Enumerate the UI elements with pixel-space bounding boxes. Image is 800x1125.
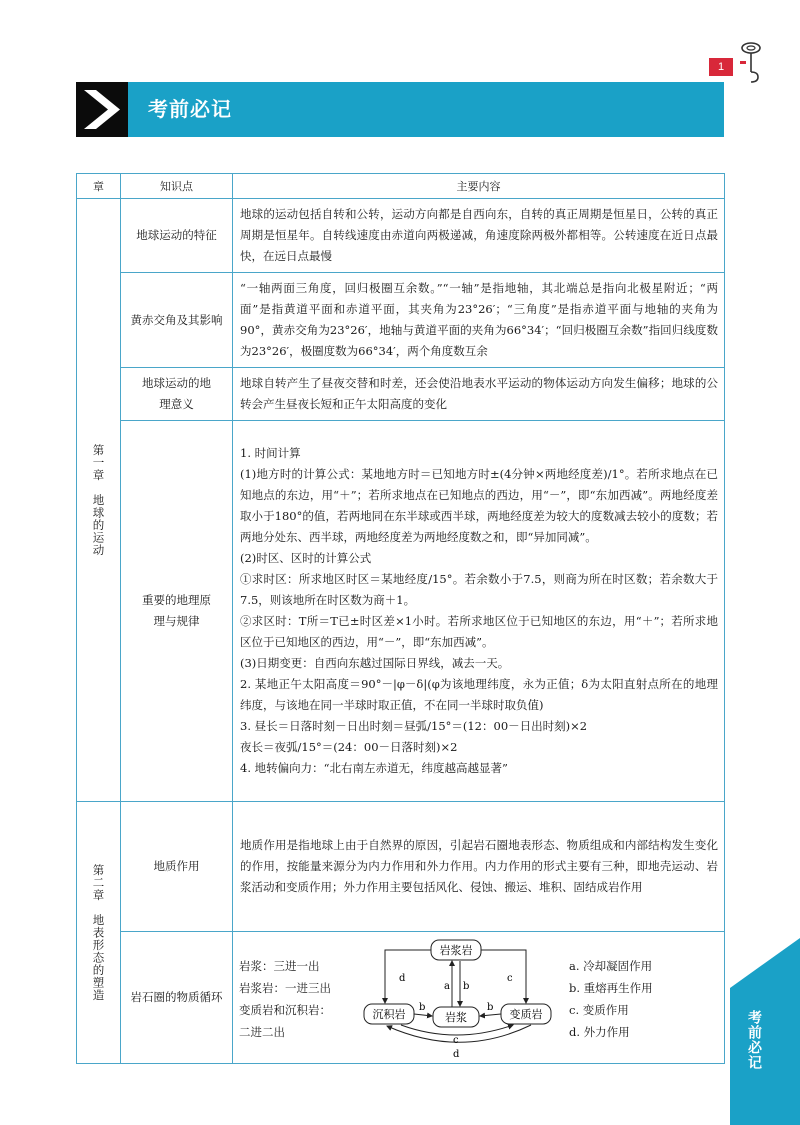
arrow-label-c2: c — [453, 1034, 459, 1046]
summary-line: 变质岩和沉积岩： — [239, 1002, 331, 1017]
knowledge-point: 地球运动的地理意义 — [121, 368, 233, 421]
content-paragraph: 地球的运动包括自转和公转，运动方向都是自西向东，自转的真正周期是恒星日，公转的真正周期是恒星年。自转线速度由赤道向两极递减，角速度除两极外都相等。公转速度在近日点最快，在远日点最慢 — [240, 207, 718, 263]
knowledge-table — [76, 173, 725, 1064]
content-cell — [233, 802, 725, 932]
paperclip-icon — [736, 40, 766, 84]
content-cell — [233, 273, 725, 368]
legend-item: b. 重熔再生作用 — [569, 980, 653, 995]
arrow-label-d2: d — [453, 1048, 460, 1059]
arrow-label-b3: b — [487, 1001, 494, 1013]
table-header-row — [77, 174, 725, 199]
summary-line: 岩浆：三进一出 — [239, 958, 320, 973]
page-title: 考前必记 — [148, 97, 232, 121]
content-line: 1. 时间计算 — [240, 446, 301, 460]
node-magma-rock-label: 岩浆岩 — [439, 943, 473, 957]
content-paragraph: 地球自转产生了昼夜交替和时差，还会使沿地表水平运动的物体运动方向发生偏移；地球的公转会产生昼夜长短和正午太阳高度的变化 — [240, 376, 718, 411]
content-line: 2. 某地正午太阳高度＝90°－|φ－δ|(φ为该地理纬度，永为正值；δ为太阳直射点所在的地理纬度，与该地在同一半球时取正值，不在同一半球时取负值) — [240, 677, 718, 712]
knowledge-point: 岩石圈的物质循环 — [121, 932, 233, 1064]
arrow-b-right — [480, 1014, 501, 1016]
legend-item: a. 冷却凝固作用 — [569, 958, 653, 973]
content-line: (1)地方时的计算公式：某地地方时＝已知地方时±(4分钟×两地经度差)/1°。若所求地点在已知地点的东边，用“＋”；若所求地点在已知地点的西边，用“－”，即“东加西减”。两地经度差取小于180°的值，若两地同在东半球或西半球，两地经度差为较大的度数减去较小的度数；若两地分处东、西半球，两地经度差为两地经度数之和，即“异加同减”。 — [240, 467, 718, 544]
content-line: 4. 地转偏向力：“北右南左赤道无，纬度越高越显著” — [240, 761, 508, 775]
arrow-label-a: a — [444, 980, 450, 992]
rock-cycle-cell — [233, 932, 725, 1064]
content-line: 夜长＝夜弧/15°＝(24：00－日落时刻)×2 — [240, 740, 458, 754]
knowledge-point: 地球运动的特征 — [121, 199, 233, 273]
table-row — [77, 368, 725, 421]
chapter-label: 第二章 地表形态的塑造 — [91, 863, 106, 1002]
arrow-c-top — [481, 950, 526, 1003]
header-chapter: 章 — [77, 174, 121, 199]
table-row — [77, 273, 725, 368]
page-number: 1 — [709, 58, 733, 76]
arrow-label-b: b — [463, 980, 470, 992]
knowledge-point: 重要的地理原理与规律 — [121, 421, 233, 802]
content-line: 3. 昼长＝日落时刻－日出时刻＝昼弧/15°＝(12：00－日出时刻)×2 — [240, 719, 588, 733]
arrow-b-left — [414, 1014, 432, 1016]
arrow-d-top — [385, 950, 431, 1003]
legend-item: c. 变质作用 — [569, 1002, 629, 1017]
node-magma-label: 岩浆 — [445, 1010, 467, 1024]
knowledge-point: 黄赤交角及其影响 — [121, 273, 233, 368]
table-row — [77, 421, 725, 802]
header-point: 知识点 — [121, 174, 233, 199]
chapter-cell — [77, 199, 121, 802]
content-cell — [233, 199, 725, 273]
arrow-label-b2: b — [419, 1001, 426, 1013]
rock-cycle-summary — [239, 955, 359, 1043]
summary-line: 二进二出 — [239, 1024, 285, 1039]
arrow-label-c: c — [507, 972, 513, 984]
side-tab-label: 考前必记 — [746, 1010, 762, 1070]
table-row — [77, 802, 725, 932]
node-metamorphic-label: 变质岩 — [509, 1007, 543, 1021]
summary-line: 岩浆岩：一进三出 — [239, 980, 331, 995]
content-line: ②求区时：T所＝T已±时区差×1小时。若所求地区位于已知地区的东边，用“＋”；若所求地区位于已知地区的西边，用“－”，即“东加西减”。 — [240, 614, 718, 649]
rock-cycle-legend — [569, 955, 689, 1043]
content-paragraph: “一轴两面三角度，回归极圈互余数。”“一轴”是指地轴，其北端总是指向北极星附近；“两面”是指黄道平面和赤道平面，其夹角为23°26′；“三角度”是指赤道平面与地轴的夹角为90°，黄赤交角为23°26′，地轴与黄道平面的夹角为66°34′；“回归极圈互余数”指回归线度数为23°26′，极圈度数为66°34′，两个角度数互余 — [240, 281, 718, 358]
header-content: 主要内容 — [233, 174, 725, 199]
chapter-cell — [77, 802, 121, 1064]
content-line: (3)日期变更：自西向东越过国际日界线，减去一天。 — [240, 656, 510, 670]
content-cell — [233, 421, 725, 802]
chevron-right-icon — [76, 82, 128, 137]
side-tab — [730, 938, 800, 1125]
chapter-label: 第一章 地球的运动 — [91, 443, 106, 557]
rock-cycle-diagram — [361, 937, 561, 1059]
table-row — [77, 199, 725, 273]
legend-item: d. 外力作用 — [569, 1024, 630, 1039]
table-row — [77, 932, 725, 1064]
arrow-label-d: d — [399, 972, 406, 984]
content-cell — [233, 368, 725, 421]
content-line: ①求时区：所求地区时区＝某地经度/15°。若余数小于7.5，则商为所在时区数；若余数大于7.5，则该地所在时区数为商＋1。 — [240, 572, 718, 607]
content-paragraph: 地质作用是指地球上由于自然界的原因，引起岩石圈地表形态、物质组成和内部结构发生变化的作用，按能量来源分为内力作用和外力作用。内力作用的形式主要有三种，即地壳运动、岩浆活动和变质作用；外力作用主要包括风化、侵蚀、搬运、堆积、固结成岩作用 — [240, 838, 718, 894]
content-line: (2)时区、区时的计算公式 — [240, 551, 372, 565]
node-sedimentary-label: 沉积岩 — [372, 1007, 406, 1021]
knowledge-point: 地质作用 — [121, 802, 233, 932]
